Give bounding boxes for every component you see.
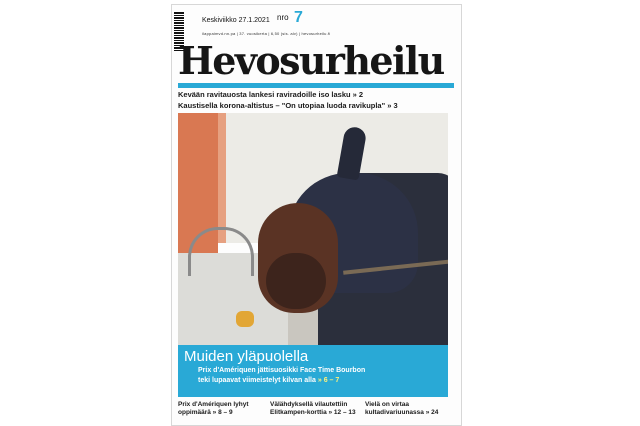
headline-band xyxy=(178,345,448,397)
teaser-line-1[interactable]: Kevään ravitauosta lankesi raviradoille iso lasku » 2 xyxy=(178,90,364,99)
headline-deck-text: teki lupaavat viimeistelyt kilvan alla xyxy=(198,377,316,384)
magazine-cover xyxy=(171,4,462,426)
teaser-line-2[interactable]: Kaustisella korona-altistus – "On utopiaa luoda ravikupla" » 3 xyxy=(178,101,398,110)
bottom-teaser-3[interactable]: Vielä on virtaa kultadivariuunassa » 24 xyxy=(365,401,439,416)
horse-muzzle xyxy=(266,253,326,309)
bottom-teaser-1[interactable]: Prix d'Amériquen lyhyt oppimäärä » 8 – 9 xyxy=(178,401,249,416)
cover-subline: ilappaimvd.nn.pa | 37. vuosikerta | 6,50 (sis. alv) | hevosurheilu.fi xyxy=(202,31,331,36)
headline-deck-line-1: Prix d'Amériquen jättisuosikki Face Time Bourbon xyxy=(198,367,366,374)
cover-date: Keskiviikko 27.1.2021 xyxy=(202,17,270,24)
orange-wall-edge xyxy=(218,113,226,243)
headline-deck-line-2 xyxy=(198,377,339,384)
issue-label: nro xyxy=(277,13,289,22)
issue-number: 7 xyxy=(294,9,303,26)
feeder-cup xyxy=(236,311,254,327)
headline-title[interactable]: Muiden yläpuolella xyxy=(184,348,309,365)
bottom-teaser-2[interactable]: Välähdyksellä vilautettiin Elitkampen-korttia » 12 – 13 xyxy=(270,401,356,416)
headline-page-ref: » 6 – 7 xyxy=(317,377,340,384)
water-pipe xyxy=(188,227,254,276)
masthead-title: Hevosurheilu xyxy=(178,38,444,83)
accent-rule xyxy=(178,83,454,88)
